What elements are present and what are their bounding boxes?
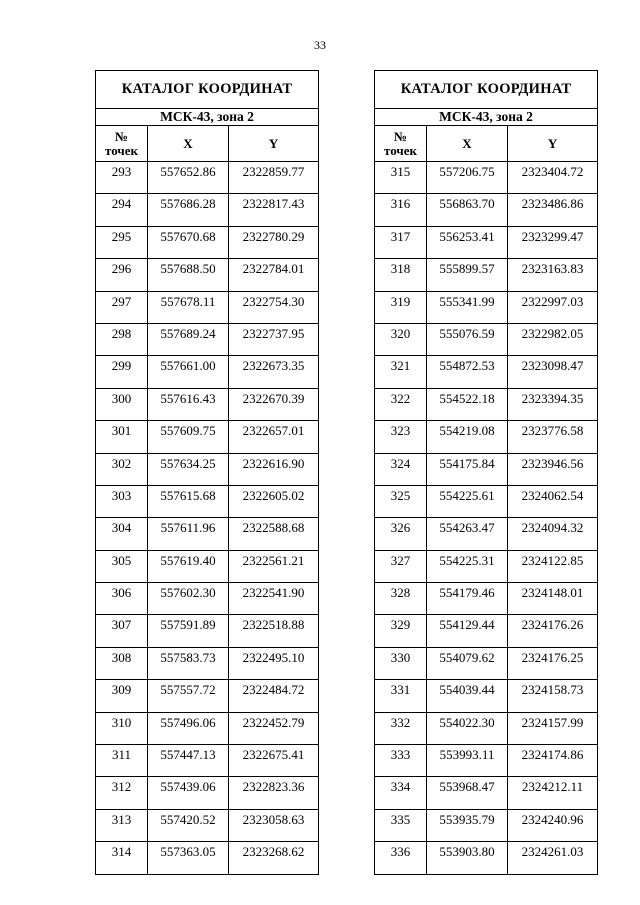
table-row — [96, 777, 319, 809]
y-coordinate-cell: 2322823.36 — [229, 777, 319, 809]
point-number-cell: 325 — [375, 485, 427, 517]
x-coordinate-cell: 557615.68 — [148, 485, 229, 517]
y-coordinate-cell: 2324062.54 — [508, 485, 598, 517]
coordinate-catalog-left — [95, 70, 319, 875]
table-row — [375, 162, 598, 194]
x-coordinate-cell: 554263.47 — [427, 518, 508, 550]
y-coordinate-cell: 2323404.72 — [508, 162, 598, 194]
point-number-cell: 294 — [96, 194, 148, 226]
table-row — [375, 259, 598, 291]
point-number-cell: 318 — [375, 259, 427, 291]
y-coordinate-cell: 2324176.25 — [508, 647, 598, 679]
point-number-cell: 310 — [96, 712, 148, 744]
x-coordinate-cell: 557616.43 — [148, 388, 229, 420]
y-coordinate-cell: 2324122.85 — [508, 550, 598, 582]
point-number-cell: 316 — [375, 194, 427, 226]
y-coordinate-cell: 2322859.77 — [229, 162, 319, 194]
point-number-cell: 309 — [96, 680, 148, 712]
table-row — [375, 194, 598, 226]
x-coordinate-cell: 557670.68 — [148, 226, 229, 258]
point-number-cell: 305 — [96, 550, 148, 582]
table-row — [375, 583, 598, 615]
y-coordinate-cell: 2322754.30 — [229, 291, 319, 323]
y-coordinate-cell: 2322616.90 — [229, 453, 319, 485]
point-number-cell: 307 — [96, 615, 148, 647]
table-row — [375, 777, 598, 809]
y-coordinate-cell: 2323486.86 — [508, 194, 598, 226]
y-coordinate-cell: 2324261.03 — [508, 842, 598, 874]
x-coordinate-cell: 557447.13 — [148, 745, 229, 777]
table-row — [96, 356, 319, 388]
point-number-cell: 330 — [375, 647, 427, 679]
x-coordinate-cell: 557619.40 — [148, 550, 229, 582]
point-number-cell: 331 — [375, 680, 427, 712]
point-number-cell: 297 — [96, 291, 148, 323]
x-coordinate-cell: 556253.41 — [427, 226, 508, 258]
point-number-cell: 334 — [375, 777, 427, 809]
x-coordinate-cell: 554522.18 — [427, 388, 508, 420]
table-row — [375, 453, 598, 485]
point-number-cell: 304 — [96, 518, 148, 550]
x-coordinate-cell: 557439.06 — [148, 777, 229, 809]
table-row — [96, 615, 319, 647]
table-row — [96, 421, 319, 453]
point-number-cell: 301 — [96, 421, 148, 453]
y-coordinate-cell: 2324148.01 — [508, 583, 598, 615]
column-header-point-number: № точек — [96, 126, 148, 162]
point-number-cell: 312 — [96, 777, 148, 809]
table-row — [375, 745, 598, 777]
table-row — [96, 518, 319, 550]
y-coordinate-cell: 2324157.99 — [508, 712, 598, 744]
y-coordinate-cell: 2324212.11 — [508, 777, 598, 809]
y-coordinate-cell: 2322657.01 — [229, 421, 319, 453]
x-coordinate-cell: 557496.06 — [148, 712, 229, 744]
y-coordinate-cell: 2322452.79 — [229, 712, 319, 744]
point-number-cell: 314 — [96, 842, 148, 874]
x-coordinate-cell: 554022.30 — [427, 712, 508, 744]
point-number-cell: 329 — [375, 615, 427, 647]
x-coordinate-cell: 557686.28 — [148, 194, 229, 226]
x-coordinate-cell: 557591.89 — [148, 615, 229, 647]
x-coordinate-cell: 557206.75 — [427, 162, 508, 194]
column-header-x: X — [148, 126, 229, 162]
y-coordinate-cell: 2322588.68 — [229, 518, 319, 550]
table-row — [375, 421, 598, 453]
x-coordinate-cell: 557688.50 — [148, 259, 229, 291]
y-coordinate-cell: 2322675.41 — [229, 745, 319, 777]
table-row — [96, 485, 319, 517]
point-number-cell: 313 — [96, 809, 148, 841]
table-row — [375, 291, 598, 323]
page-number: 33 — [314, 38, 326, 52]
table-row — [96, 453, 319, 485]
x-coordinate-cell: 556863.70 — [427, 194, 508, 226]
table-row — [375, 323, 598, 355]
x-coordinate-cell: 557611.96 — [148, 518, 229, 550]
column-header-y: Y — [508, 126, 598, 162]
x-coordinate-cell: 554079.62 — [427, 647, 508, 679]
point-number-cell: 323 — [375, 421, 427, 453]
point-number-cell: 315 — [375, 162, 427, 194]
x-coordinate-cell: 557652.86 — [148, 162, 229, 194]
y-coordinate-cell: 2322495.10 — [229, 647, 319, 679]
y-coordinate-cell: 2323268.62 — [229, 842, 319, 874]
point-number-cell: 324 — [375, 453, 427, 485]
table-row — [96, 162, 319, 194]
table-row — [96, 680, 319, 712]
table-row — [375, 356, 598, 388]
y-coordinate-cell: 2323299.47 — [508, 226, 598, 258]
column-header-point-number: № точек — [375, 126, 427, 162]
y-coordinate-cell: 2323394.35 — [508, 388, 598, 420]
x-coordinate-cell: 554219.08 — [427, 421, 508, 453]
table-row — [96, 712, 319, 744]
x-coordinate-cell: 557557.72 — [148, 680, 229, 712]
point-number-cell: 300 — [96, 388, 148, 420]
coordinate-catalog-right — [374, 70, 598, 875]
y-coordinate-cell: 2322784.01 — [229, 259, 319, 291]
y-coordinate-cell: 2324094.32 — [508, 518, 598, 550]
table-row — [375, 226, 598, 258]
table-row — [96, 842, 319, 874]
y-coordinate-cell: 2323163.83 — [508, 259, 598, 291]
x-coordinate-cell: 553968.47 — [427, 777, 508, 809]
catalog-subtitle: МСК-43, зона 2 — [375, 109, 598, 126]
point-number-cell: 296 — [96, 259, 148, 291]
x-coordinate-cell: 554225.61 — [427, 485, 508, 517]
table-row — [96, 259, 319, 291]
y-coordinate-cell: 2323058.63 — [229, 809, 319, 841]
column-header-y: Y — [229, 126, 319, 162]
y-coordinate-cell: 2322780.29 — [229, 226, 319, 258]
table-row — [96, 550, 319, 582]
point-number-cell: 320 — [375, 323, 427, 355]
point-number-cell: 326 — [375, 518, 427, 550]
catalog-title: КАТАЛОГ КООРДИНАТ — [96, 71, 319, 109]
table-row — [375, 388, 598, 420]
x-coordinate-cell: 555076.59 — [427, 323, 508, 355]
y-coordinate-cell: 2324158.73 — [508, 680, 598, 712]
x-coordinate-cell: 554179.46 — [427, 583, 508, 615]
catalog-title: КАТАЛОГ КООРДИНАТ — [375, 71, 598, 109]
point-number-cell: 328 — [375, 583, 427, 615]
point-number-cell: 333 — [375, 745, 427, 777]
point-number-cell: 295 — [96, 226, 148, 258]
table-row — [96, 388, 319, 420]
table-row — [96, 809, 319, 841]
x-coordinate-cell: 557661.00 — [148, 356, 229, 388]
point-number-cell: 317 — [375, 226, 427, 258]
x-coordinate-cell: 557363.05 — [148, 842, 229, 874]
table-row — [375, 647, 598, 679]
y-coordinate-cell: 2322518.88 — [229, 615, 319, 647]
x-coordinate-cell: 554225.31 — [427, 550, 508, 582]
point-number-cell: 327 — [375, 550, 427, 582]
y-coordinate-cell: 2322817.43 — [229, 194, 319, 226]
table-row — [96, 194, 319, 226]
x-coordinate-cell: 553993.11 — [427, 745, 508, 777]
point-number-cell: 293 — [96, 162, 148, 194]
x-coordinate-cell: 557609.75 — [148, 421, 229, 453]
x-coordinate-cell: 554129.44 — [427, 615, 508, 647]
x-coordinate-cell: 557602.30 — [148, 583, 229, 615]
x-coordinate-cell: 557689.24 — [148, 323, 229, 355]
y-coordinate-cell: 2323776.58 — [508, 421, 598, 453]
table-row — [96, 323, 319, 355]
table-row — [96, 291, 319, 323]
y-coordinate-cell: 2322541.90 — [229, 583, 319, 615]
table-row — [375, 550, 598, 582]
table-row — [375, 485, 598, 517]
table-row — [96, 226, 319, 258]
x-coordinate-cell: 557420.52 — [148, 809, 229, 841]
catalog-body — [96, 162, 319, 875]
y-coordinate-cell: 2322670.39 — [229, 388, 319, 420]
point-number-cell: 303 — [96, 485, 148, 517]
table-row — [96, 745, 319, 777]
x-coordinate-cell: 555341.99 — [427, 291, 508, 323]
y-coordinate-cell: 2324240.96 — [508, 809, 598, 841]
x-coordinate-cell: 557678.11 — [148, 291, 229, 323]
point-number-cell: 308 — [96, 647, 148, 679]
point-number-cell: 322 — [375, 388, 427, 420]
table-row — [375, 712, 598, 744]
x-coordinate-cell: 555899.57 — [427, 259, 508, 291]
y-coordinate-cell: 2322605.02 — [229, 485, 319, 517]
x-coordinate-cell: 554872.53 — [427, 356, 508, 388]
x-coordinate-cell: 554175.84 — [427, 453, 508, 485]
x-coordinate-cell: 554039.44 — [427, 680, 508, 712]
table-row — [375, 842, 598, 874]
y-coordinate-cell: 2323098.47 — [508, 356, 598, 388]
y-coordinate-cell: 2322737.95 — [229, 323, 319, 355]
table-row — [96, 647, 319, 679]
table-row — [375, 680, 598, 712]
point-number-cell: 335 — [375, 809, 427, 841]
point-number-cell: 319 — [375, 291, 427, 323]
point-number-cell: 299 — [96, 356, 148, 388]
y-coordinate-cell: 2322997.03 — [508, 291, 598, 323]
point-number-cell: 302 — [96, 453, 148, 485]
point-number-cell: 311 — [96, 745, 148, 777]
table-row — [375, 809, 598, 841]
y-coordinate-cell: 2323946.56 — [508, 453, 598, 485]
y-coordinate-cell: 2324174.86 — [508, 745, 598, 777]
table-row — [375, 518, 598, 550]
point-number-cell: 306 — [96, 583, 148, 615]
x-coordinate-cell: 557634.25 — [148, 453, 229, 485]
y-coordinate-cell: 2322561.21 — [229, 550, 319, 582]
x-coordinate-cell: 553903.80 — [427, 842, 508, 874]
column-header-x: X — [427, 126, 508, 162]
y-coordinate-cell: 2322673.35 — [229, 356, 319, 388]
table-row — [375, 615, 598, 647]
y-coordinate-cell: 2322484.72 — [229, 680, 319, 712]
y-coordinate-cell: 2322982.05 — [508, 323, 598, 355]
point-number-cell: 332 — [375, 712, 427, 744]
point-number-cell: 321 — [375, 356, 427, 388]
x-coordinate-cell: 553935.79 — [427, 809, 508, 841]
catalog-body — [375, 162, 598, 875]
point-number-cell: 336 — [375, 842, 427, 874]
y-coordinate-cell: 2324176.26 — [508, 615, 598, 647]
point-number-cell: 298 — [96, 323, 148, 355]
x-coordinate-cell: 557583.73 — [148, 647, 229, 679]
catalog-subtitle: МСК-43, зона 2 — [96, 109, 319, 126]
table-row — [96, 583, 319, 615]
